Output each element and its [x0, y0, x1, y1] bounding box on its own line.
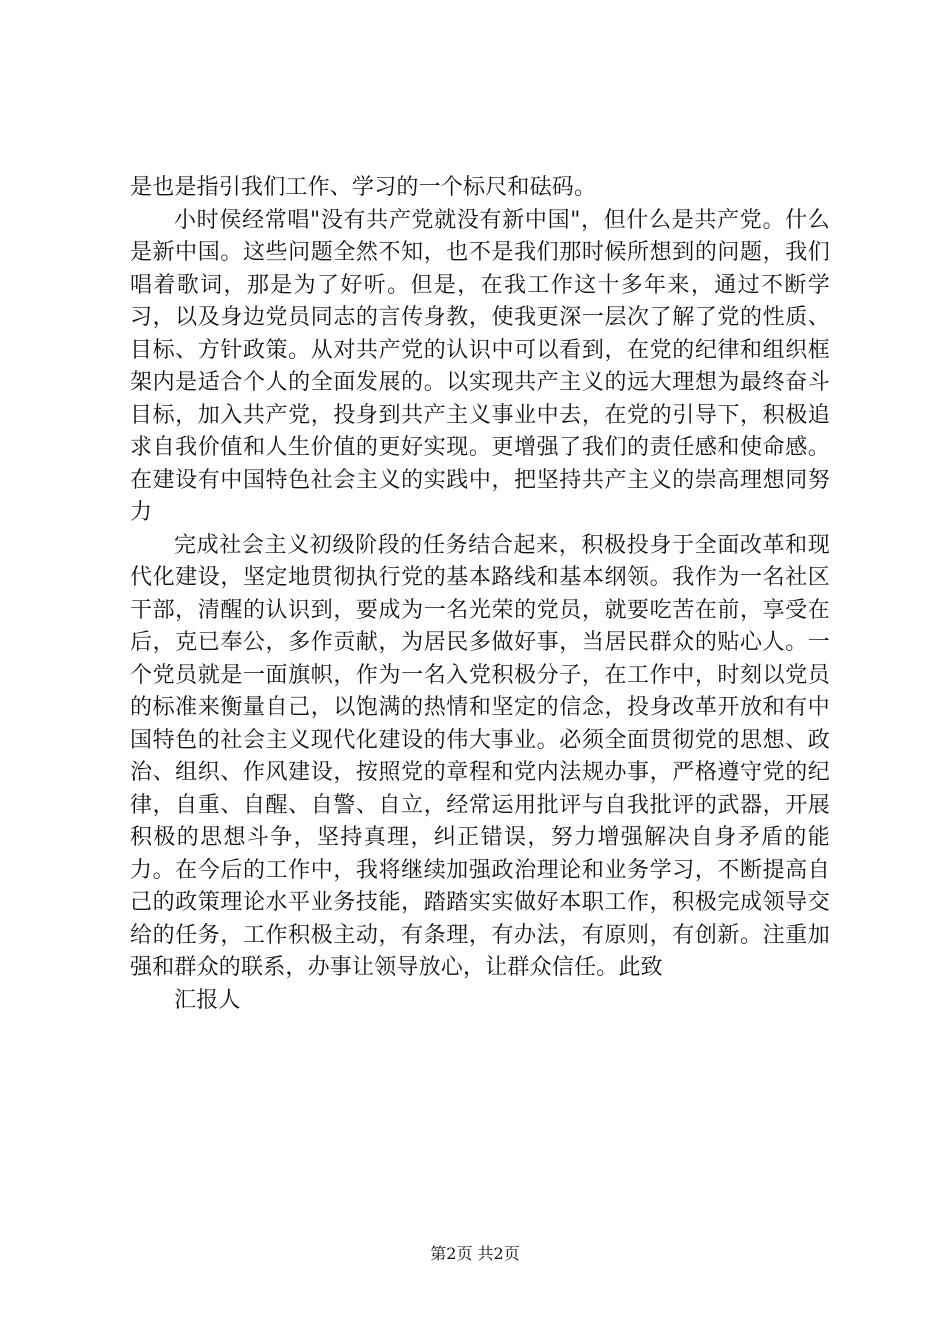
document-body [130, 172, 830, 1017]
paragraph-commitment: 完成社会主义初级阶段的任务结合起来，积极投身于全面改革和现代化建设，坚定地贯彻执行党的基本路线和基本纲领。我作为一名社区干部，清醒的认识到，要成为一名光荣的党员，就要吃苦在前，享受在后，克已奉公，多作贡献，为居民多做好事，当居民群众的贴心人。一个党员就是一面旗帜，作为一名入党积极分子，在工作中，时刻以党员的标准来衡量自己，以饱满的热情和坚定的信念，投身改革开放和有中国特色的社会主义现代化建设的伟大事业。必须全面贯彻党的思想、政治、组织、作风建设，按照党的章程和党内法规办事，严格遵守党的纪律，自重、自醒、自警、自立，经常运用批评与自我批评的武器，开展积极的思想斗争，坚持真理，纠正错误，努力增强解决自身矛盾的能力。在今后的工作中，我将继续加强政治理论和业务学习，不断提高自己的政策理论水平业务技能，踏踏实实做好本职工作，积极完成领导交给的任务，工作积极主动，有条理，有办法，有原则，有创新。注重加强和群众的联系，办事让领导放心，让群众信任。此致 [130, 532, 830, 980]
paragraph-childhood-song: 小时侯经常唱"没有共产党就没有新中国"，但什么是共产党。什么是新中国。这些问题全然不知，也不是我们那时候所想到的问题，我们唱着歌词，那是为了好听。但是，在我工作这十多年来，通过不断学习，以及身边党员同志的言传身教，使我更深一层次了解了党的性质、目标、方针政策。从对共产党的认识中可以看到，在党的纪律和组织框架内是适合个人的全面发展的。以实现共产主义的远大理想为最终奋斗目标，加入共产党，投身到共产主义事业中去，在党的引导下，积极追求自我价值和人生价值的更好实现。更增强了我们的责任感和使命感。在建设有中国特色社会主义的实践中，把坚持共产主义的崇高理想同努力 [130, 207, 830, 525]
page-number-footer: 第2页 共2页 [430, 1244, 520, 1263]
paragraph-continuation: 是也是指引我们工作、学习的一个标尺和砝码。 [130, 175, 597, 200]
paragraph-signature: 汇报人 [174, 987, 241, 1013]
